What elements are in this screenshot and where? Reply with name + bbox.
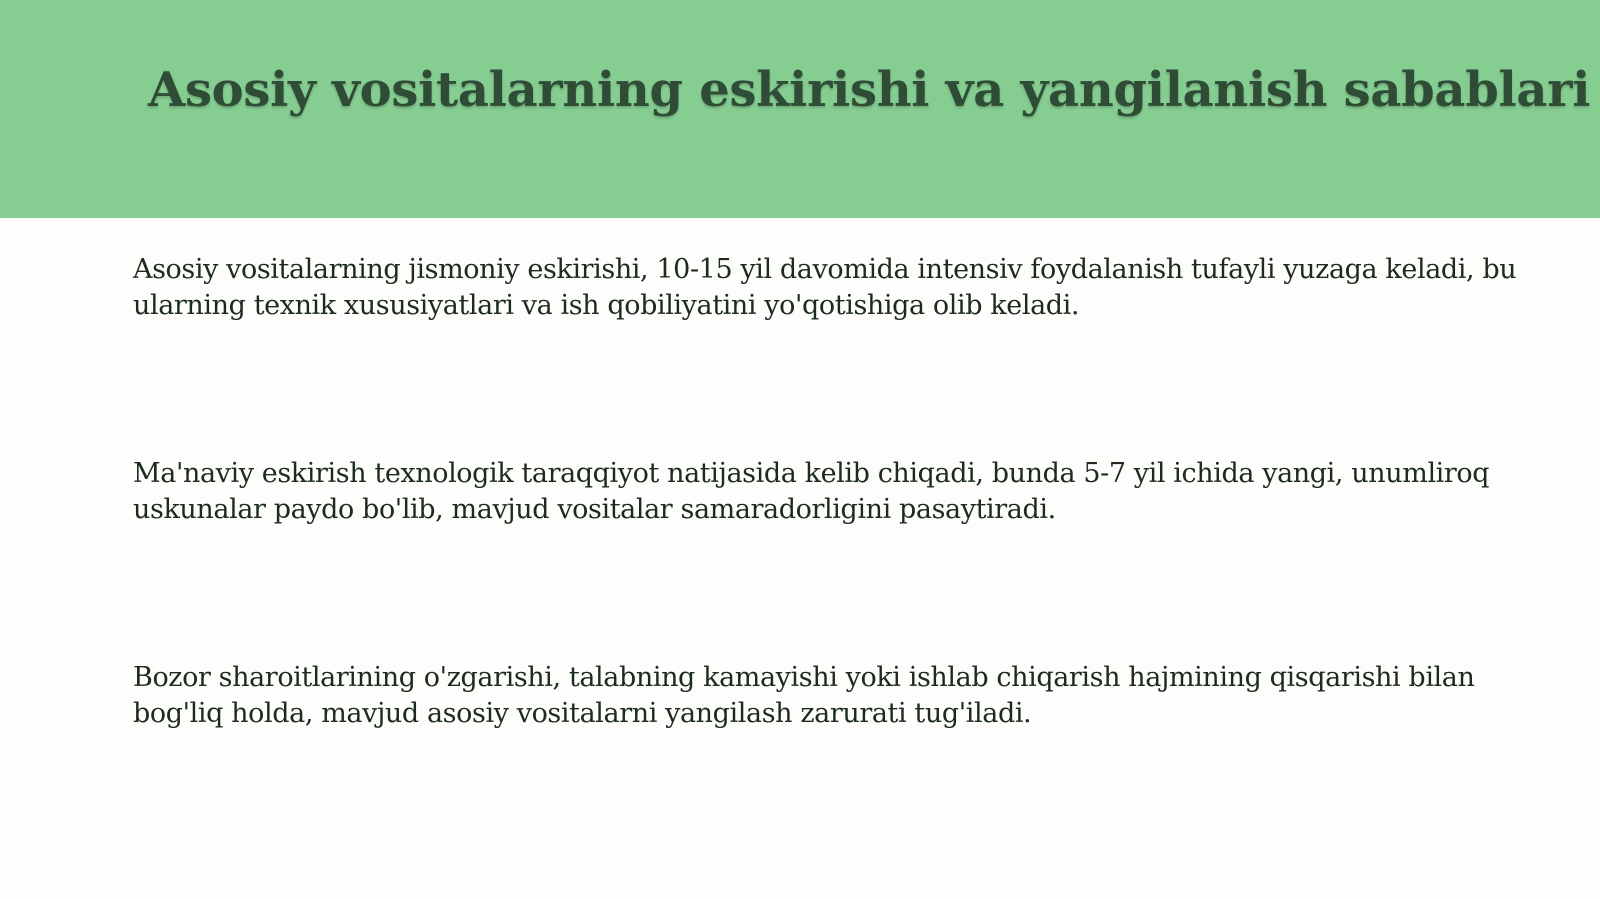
paragraph-market-conditions: Bozor sharoitlarining o'zgarishi, talabning kamayishi yoki ishlab chiqarish hajmining qisqarishi bilan bog'liq holda, mavjud asosiy vositalarni yangilash zarurati tug'iladi. <box>133 662 1475 729</box>
slide-title: Asosiy vositalarning eskirishi va yangilanish sabablari <box>148 62 1591 118</box>
paragraph-moral-wear: Ma'naviy eskirish texnologik taraqqiyot natijasida kelib chiqadi, bunda 5-7 yil ichida yangi, unumliroq uskunalar paydo bo'lib, mavjud vositalar samaradorligini pasaytiradi. <box>133 458 1490 525</box>
paragraph-physical-wear: Asosiy vositalarning jismoniy eskirishi, 10-15 yil davomida intensiv foydalanish tufayli yuzaga keladi, bu ularning texnik xususiyatlari va ish qobiliyatini yo'qotishiga olib keladi. <box>133 254 1517 321</box>
slide-content <box>133 252 1533 732</box>
